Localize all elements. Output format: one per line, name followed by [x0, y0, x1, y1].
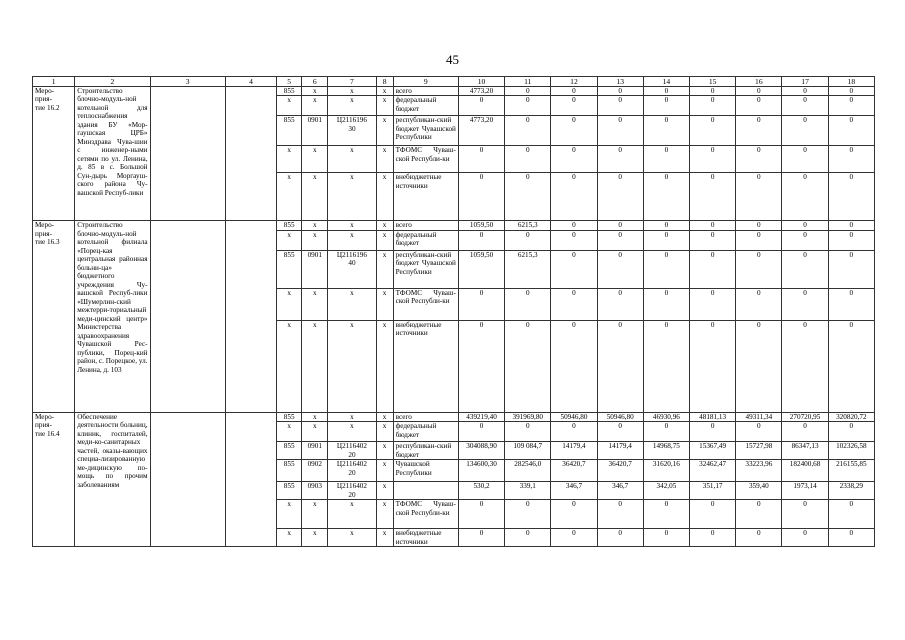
column-number-header: 1: [33, 77, 75, 87]
amount-cell: 0: [551, 116, 597, 146]
empty-cell: [150, 87, 225, 221]
amount-cell: 0: [782, 288, 828, 320]
amount-cell: 14968,75: [643, 442, 689, 460]
section-code: х: [302, 529, 328, 547]
amount-cell: 6215,3: [505, 221, 551, 230]
expense-type-code: х: [376, 116, 393, 146]
grbs-code: х: [277, 500, 302, 529]
amount-cell: 2338,29: [828, 482, 874, 500]
section-code: х: [302, 173, 328, 221]
section-code: х: [302, 500, 328, 529]
target-article-code: Ц2116402 20: [328, 442, 376, 460]
amount-cell: 282546,0: [505, 460, 551, 482]
table-row: [33, 87, 875, 96]
amount-cell: 0: [782, 173, 828, 221]
amount-cell: 0: [782, 230, 828, 250]
amount-cell: 0: [458, 422, 504, 442]
target-article-code: Ц2116196 30: [328, 116, 376, 146]
amount-cell: 0: [643, 230, 689, 250]
amount-cell: 0: [828, 87, 874, 96]
empty-cell: [150, 412, 225, 546]
amount-cell: 0: [643, 87, 689, 96]
amount-cell: 0: [782, 250, 828, 288]
expense-type-code: х: [376, 482, 393, 500]
amount-cell: 0: [736, 173, 782, 221]
funding-source: республикан-ский бюджет Чувашской Республики: [393, 250, 458, 288]
amount-cell: 0: [458, 146, 504, 173]
amount-cell: 0: [828, 529, 874, 547]
amount-cell: 0: [690, 250, 736, 288]
amount-cell: 50946,80: [551, 412, 597, 421]
grbs-code: х: [277, 529, 302, 547]
amount-cell: 0: [690, 96, 736, 116]
amount-cell: 0: [505, 288, 551, 320]
column-number-header: 2: [75, 77, 150, 87]
section-code: х: [302, 221, 328, 230]
expense-type-code: х: [376, 442, 393, 460]
amount-cell: 0: [828, 500, 874, 529]
amount-cell: 0: [736, 250, 782, 288]
amount-cell: 0: [643, 422, 689, 442]
amount-cell: 0: [551, 500, 597, 529]
amount-cell: 304088,90: [458, 442, 504, 460]
amount-cell: 0: [782, 422, 828, 442]
amount-cell: 0: [643, 173, 689, 221]
amount-cell: 0: [828, 230, 874, 250]
expense-type-code: х: [376, 460, 393, 482]
grbs-code: 855: [277, 250, 302, 288]
expense-type-code: х: [376, 422, 393, 442]
grbs-code: х: [277, 320, 302, 412]
table-body: [33, 77, 875, 547]
funding-source: Чувашской Республики: [393, 460, 458, 482]
amount-cell: 0: [736, 288, 782, 320]
amount-cell: 0: [828, 320, 874, 412]
column-number-header: 7: [328, 77, 376, 87]
amount-cell: 33223,96: [736, 460, 782, 482]
amount-cell: 0: [643, 146, 689, 173]
amount-cell: 0: [736, 96, 782, 116]
grbs-code: х: [277, 96, 302, 116]
amount-cell: 0: [736, 500, 782, 529]
amount-cell: 109 084,7: [505, 442, 551, 460]
column-number-header: 16: [736, 77, 782, 87]
column-number-header: 10: [458, 77, 504, 87]
section-code: 0902: [302, 460, 328, 482]
table-row: [33, 221, 875, 230]
target-article-code: х: [328, 422, 376, 442]
funding-source: всего: [393, 412, 458, 421]
amount-cell: 0: [505, 422, 551, 442]
amount-cell: 0: [551, 288, 597, 320]
column-number-header: 3: [150, 77, 225, 87]
target-article-code: х: [328, 288, 376, 320]
funding-source: ТФОМС Чуваш-ской Республи-ки: [393, 288, 458, 320]
amount-cell: 102326,58: [828, 442, 874, 460]
amount-cell: 4773,20: [458, 116, 504, 146]
column-number-header: 6: [302, 77, 328, 87]
empty-cell: [225, 412, 276, 546]
grbs-code: 855: [277, 482, 302, 500]
amount-cell: 0: [551, 422, 597, 442]
section-code: х: [302, 230, 328, 250]
amount-cell: 1059,50: [458, 221, 504, 230]
column-number-header: 8: [376, 77, 393, 87]
amount-cell: 0: [597, 230, 643, 250]
amount-cell: 86347,13: [782, 442, 828, 460]
amount-cell: 0: [690, 422, 736, 442]
amount-cell: 0: [551, 173, 597, 221]
amount-cell: 0: [505, 529, 551, 547]
amount-cell: 270720,95: [782, 412, 828, 421]
amount-cell: 0: [828, 288, 874, 320]
amount-cell: 0: [551, 230, 597, 250]
amount-cell: 0: [736, 116, 782, 146]
amount-cell: 216155,85: [828, 460, 874, 482]
grbs-code: 855: [277, 221, 302, 230]
amount-cell: 0: [458, 320, 504, 412]
amount-cell: 31620,16: [643, 460, 689, 482]
column-number-header: 17: [782, 77, 828, 87]
page-number: 45: [446, 52, 459, 67]
amount-cell: 0: [782, 146, 828, 173]
amount-cell: 0: [736, 320, 782, 412]
column-number-header: 4: [225, 77, 276, 87]
amount-cell: 0: [505, 230, 551, 250]
section-code: х: [302, 87, 328, 96]
amount-cell: 0: [690, 87, 736, 96]
amount-cell: 0: [597, 250, 643, 288]
expense-type-code: х: [376, 146, 393, 173]
amount-cell: 0: [643, 250, 689, 288]
amount-cell: 0: [505, 96, 551, 116]
amount-cell: 0: [736, 87, 782, 96]
amount-cell: 0: [643, 96, 689, 116]
expense-type-code: х: [376, 96, 393, 116]
column-number-header: 12: [551, 77, 597, 87]
funding-source: федеральный бюджет: [393, 96, 458, 116]
amount-cell: 0: [782, 116, 828, 146]
section-code: х: [302, 412, 328, 421]
amount-cell: 339,1: [505, 482, 551, 500]
amount-cell: 320820,72: [828, 412, 874, 421]
amount-cell: 342,05: [643, 482, 689, 500]
amount-cell: 0: [597, 116, 643, 146]
grbs-code: х: [277, 146, 302, 173]
expense-type-code: х: [376, 529, 393, 547]
amount-cell: 0: [505, 173, 551, 221]
amount-cell: 0: [551, 529, 597, 547]
column-number-row: [33, 77, 875, 87]
amount-cell: 0: [782, 96, 828, 116]
amount-cell: 0: [782, 320, 828, 412]
amount-cell: 0: [505, 500, 551, 529]
target-article-code: Ц2116402 20: [328, 460, 376, 482]
amount-cell: 50946,80: [597, 412, 643, 421]
amount-cell: 0: [736, 422, 782, 442]
section-code: х: [302, 422, 328, 442]
amount-cell: 0: [782, 221, 828, 230]
amount-cell: 0: [690, 230, 736, 250]
amount-cell: 0: [551, 221, 597, 230]
amount-cell: 36420,7: [597, 460, 643, 482]
target-article-code: х: [328, 87, 376, 96]
amount-cell: 0: [643, 116, 689, 146]
grbs-code: 855: [277, 442, 302, 460]
target-article-code: х: [328, 173, 376, 221]
measure-code: Меро- прия- тие 16.4: [33, 412, 75, 546]
funding-source: внебюджетные источники: [393, 320, 458, 412]
section-code: х: [302, 96, 328, 116]
column-number-header: 13: [597, 77, 643, 87]
amount-cell: 530,2: [458, 482, 504, 500]
amount-cell: 0: [597, 288, 643, 320]
target-article-code: х: [328, 412, 376, 421]
funding-source: республикан-ский бюджет Чувашской Республики: [393, 116, 458, 146]
empty-cell: [225, 87, 276, 221]
funding-source: внебюджетные источники: [393, 529, 458, 547]
measure-code: Меро- прия- тие 16.3: [33, 221, 75, 412]
amount-cell: 36420,7: [551, 460, 597, 482]
measure-code: Меро- прия- тие 16.2: [33, 87, 75, 221]
amount-cell: 0: [782, 500, 828, 529]
amount-cell: 0: [736, 529, 782, 547]
grbs-code: 855: [277, 116, 302, 146]
amount-cell: 0: [828, 422, 874, 442]
amount-cell: 0: [458, 529, 504, 547]
amount-cell: 0: [643, 288, 689, 320]
funding-source: внебюджетные источники: [393, 173, 458, 221]
amount-cell: 0: [690, 500, 736, 529]
funding-source: республикан-ский бюджет: [393, 442, 458, 460]
grbs-code: х: [277, 173, 302, 221]
amount-cell: 0: [505, 87, 551, 96]
amount-cell: 0: [458, 96, 504, 116]
amount-cell: 0: [551, 87, 597, 96]
expense-type-code: х: [376, 320, 393, 412]
amount-cell: 0: [458, 173, 504, 221]
amount-cell: 6215,3: [505, 250, 551, 288]
amount-cell: 0: [458, 230, 504, 250]
expense-type-code: х: [376, 288, 393, 320]
amount-cell: 359,40: [736, 482, 782, 500]
funding-source: всего: [393, 221, 458, 230]
measure-description: Строительство блочно-модуль-ной котельной филиала «Порец-кая центральная районная больни-ца» бюджетного учреждения Чу-вашской Респуб-лики «Шумерлин-ский межтерри-ториальный меди-цинский центр» Министерства здравоохранения Чувашской Рес-публики, Порец-кий район, с. Порецкое, ул. Ленина, д. 103: [75, 221, 150, 412]
amount-cell: 32462,47: [690, 460, 736, 482]
amount-cell: 134600,30: [458, 460, 504, 482]
table-row: [33, 412, 875, 421]
amount-cell: 0: [690, 116, 736, 146]
empty-cell: [225, 221, 276, 412]
funding-source: [393, 482, 458, 500]
grbs-code: 855: [277, 412, 302, 421]
amount-cell: 46930,96: [643, 412, 689, 421]
section-code: х: [302, 146, 328, 173]
measure-description: Обеспечение деятельности больниц, клиник, госпиталей, меди-ко-санитарных частей, оказы-вающих специа-лизированную ме-дицинскую по-мощь по прочим заболеваниям: [75, 412, 150, 546]
target-article-code: Ц2116196 40: [328, 250, 376, 288]
funding-source: федеральный бюджет: [393, 230, 458, 250]
column-number-header: 5: [277, 77, 302, 87]
amount-cell: 14179,4: [597, 442, 643, 460]
expense-type-code: х: [376, 173, 393, 221]
amount-cell: 0: [690, 146, 736, 173]
amount-cell: 4773,20: [458, 87, 504, 96]
amount-cell: 0: [505, 116, 551, 146]
grbs-code: х: [277, 422, 302, 442]
amount-cell: 0: [828, 116, 874, 146]
amount-cell: 0: [828, 221, 874, 230]
amount-cell: 0: [643, 320, 689, 412]
section-code: 0901: [302, 116, 328, 146]
amount-cell: 0: [597, 173, 643, 221]
expense-type-code: х: [376, 221, 393, 230]
section-code: 0901: [302, 250, 328, 288]
column-number-header: 11: [505, 77, 551, 87]
amount-cell: 0: [690, 221, 736, 230]
funding-source: всего: [393, 87, 458, 96]
amount-cell: 1973,14: [782, 482, 828, 500]
amount-cell: 0: [551, 96, 597, 116]
amount-cell: 0: [736, 221, 782, 230]
amount-cell: 0: [458, 288, 504, 320]
amount-cell: 0: [828, 250, 874, 288]
expense-type-code: х: [376, 500, 393, 529]
amount-cell: 0: [736, 230, 782, 250]
amount-cell: 0: [551, 146, 597, 173]
amount-cell: 0: [782, 87, 828, 96]
amount-cell: 346,7: [551, 482, 597, 500]
empty-cell: [150, 221, 225, 412]
grbs-code: 855: [277, 460, 302, 482]
amount-cell: 15367,49: [690, 442, 736, 460]
section-code: х: [302, 288, 328, 320]
amount-cell: 346,7: [597, 482, 643, 500]
amount-cell: 0: [736, 146, 782, 173]
budget-table: [32, 76, 875, 547]
grbs-code: 855: [277, 87, 302, 96]
amount-cell: 0: [597, 500, 643, 529]
column-number-header: 18: [828, 77, 874, 87]
grbs-code: х: [277, 230, 302, 250]
expense-type-code: х: [376, 230, 393, 250]
amount-cell: 0: [690, 288, 736, 320]
target-article-code: х: [328, 221, 376, 230]
amount-cell: 0: [597, 529, 643, 547]
grbs-code: х: [277, 288, 302, 320]
amount-cell: 0: [505, 146, 551, 173]
amount-cell: 0: [597, 87, 643, 96]
target-article-code: х: [328, 320, 376, 412]
target-article-code: х: [328, 146, 376, 173]
funding-source: ТФОМС Чуваш-ской Республи-ки: [393, 146, 458, 173]
amount-cell: 0: [643, 500, 689, 529]
expense-type-code: х: [376, 250, 393, 288]
amount-cell: 0: [597, 221, 643, 230]
amount-cell: 0: [597, 96, 643, 116]
amount-cell: 0: [458, 500, 504, 529]
amount-cell: 0: [505, 320, 551, 412]
amount-cell: 182400,68: [782, 460, 828, 482]
amount-cell: 0: [690, 320, 736, 412]
amount-cell: 49311,34: [736, 412, 782, 421]
amount-cell: 0: [828, 96, 874, 116]
amount-cell: 0: [690, 529, 736, 547]
amount-cell: 0: [782, 529, 828, 547]
section-code: 0903: [302, 482, 328, 500]
section-code: х: [302, 320, 328, 412]
amount-cell: 0: [597, 146, 643, 173]
amount-cell: 0: [551, 250, 597, 288]
funding-source: ТФОМС Чуваш-ской Республи-ки: [393, 500, 458, 529]
amount-cell: 14179,4: [551, 442, 597, 460]
amount-cell: 48181,13: [690, 412, 736, 421]
amount-cell: 391969,80: [505, 412, 551, 421]
funding-source: федеральный бюджет: [393, 422, 458, 442]
amount-cell: 351,17: [690, 482, 736, 500]
amount-cell: 0: [643, 529, 689, 547]
amount-cell: 0: [690, 173, 736, 221]
measure-description: Строительство блочно-модуль-ной котельной для теплоснабжения здания БУ «Мор-гаушская ЦРБ» Минздрава Чува-шии с инженер-ными сетями по ул. Ленина, д. 85 в с. Большой Сун-дырь Моргауш-ского района Чу-вашской Респуб-лики: [75, 87, 150, 221]
amount-cell: 1059,50: [458, 250, 504, 288]
expense-type-code: х: [376, 87, 393, 96]
amount-cell: 15727,98: [736, 442, 782, 460]
column-number-header: 15: [690, 77, 736, 87]
section-code: 0901: [302, 442, 328, 460]
amount-cell: 0: [551, 320, 597, 412]
amount-cell: 0: [828, 146, 874, 173]
target-article-code: х: [328, 230, 376, 250]
target-article-code: Ц2116402 20: [328, 482, 376, 500]
amount-cell: 439219,40: [458, 412, 504, 421]
amount-cell: 0: [643, 221, 689, 230]
target-article-code: х: [328, 500, 376, 529]
expense-type-code: х: [376, 412, 393, 421]
target-article-code: х: [328, 529, 376, 547]
column-number-header: 14: [643, 77, 689, 87]
amount-cell: 0: [597, 422, 643, 442]
target-article-code: х: [328, 96, 376, 116]
column-number-header: 9: [393, 77, 458, 87]
amount-cell: 0: [597, 320, 643, 412]
amount-cell: 0: [828, 173, 874, 221]
